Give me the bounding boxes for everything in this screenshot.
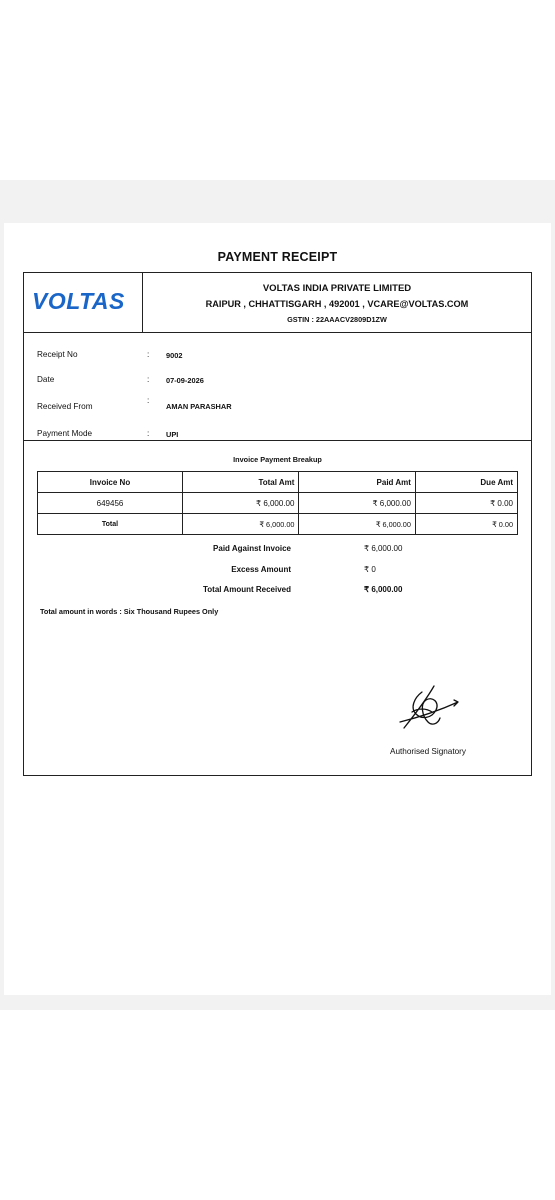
receipt-title: PAYMENT RECEIPT: [217, 250, 338, 264]
table-cell: ₹ 6,000.00: [183, 514, 299, 535]
info-value: AMAN PARASHAR: [166, 402, 232, 411]
authorised-signatory-label: Authorised Signatory: [390, 747, 467, 756]
summary-value: ₹ 6,000.00: [364, 585, 403, 594]
voltas-logo: VOLTAS: [32, 288, 125, 314]
info-value: UPI: [166, 430, 179, 439]
info-label: Date: [37, 375, 55, 384]
breakup-title: Invoice Payment Breakup: [233, 455, 322, 464]
table-cell: ₹ 0.00: [415, 493, 517, 514]
info-value: 07-09-2026: [166, 376, 204, 385]
col-header: Due Amt: [415, 472, 517, 493]
table-cell: Total: [38, 514, 183, 535]
info-colon: :: [147, 396, 150, 405]
summary-value: ₹ 0: [364, 565, 376, 574]
table-cell: ₹ 0.00: [415, 514, 517, 535]
signature-image: [392, 678, 462, 736]
invoice-table: [37, 471, 518, 535]
col-header: Invoice No: [38, 472, 183, 493]
company-gstin: GSTIN : 22AAACV2809D1ZW: [287, 315, 387, 324]
company-details: [143, 273, 531, 324]
summary-label: Paid Against Invoice: [213, 544, 291, 553]
info-value: 9002: [166, 351, 183, 360]
summary-label: Excess Amount: [231, 565, 291, 574]
col-header: Total Amt: [183, 472, 299, 493]
receipt-sheet: [4, 223, 551, 995]
table-cell: ₹ 6,000.00: [299, 493, 415, 514]
company-address: RAIPUR , CHHATTISGARH , 492001 , VCARE@VOLTAS.COM: [205, 299, 469, 309]
receipt-box: [23, 272, 532, 776]
col-header: Paid Amt: [299, 472, 415, 493]
amount-in-words: Total amount in words : Six Thousand Rupees Only: [40, 607, 219, 616]
summary-label: Total Amount Received: [202, 585, 291, 594]
info-label: Receipt No: [37, 350, 78, 359]
table-row: [38, 493, 518, 514]
table-cell: 649456: [38, 493, 183, 514]
company-name: VOLTAS INDIA PRIVATE LIMITED: [262, 283, 412, 294]
table-header-row: [38, 472, 518, 493]
logo-cell: [24, 273, 143, 332]
receipt-info: [24, 333, 531, 441]
info-label: Received From: [37, 402, 93, 411]
table-cell: ₹ 6,000.00: [299, 514, 415, 535]
summary-value: ₹ 6,000.00: [364, 544, 403, 553]
info-label: Payment Mode: [37, 429, 93, 438]
table-cell: ₹ 6,000.00: [183, 493, 299, 514]
info-colon: :: [147, 375, 150, 384]
info-colon: :: [147, 429, 150, 438]
info-colon: :: [147, 350, 150, 359]
table-total-row: [38, 514, 518, 535]
receipt-header: [24, 273, 531, 333]
